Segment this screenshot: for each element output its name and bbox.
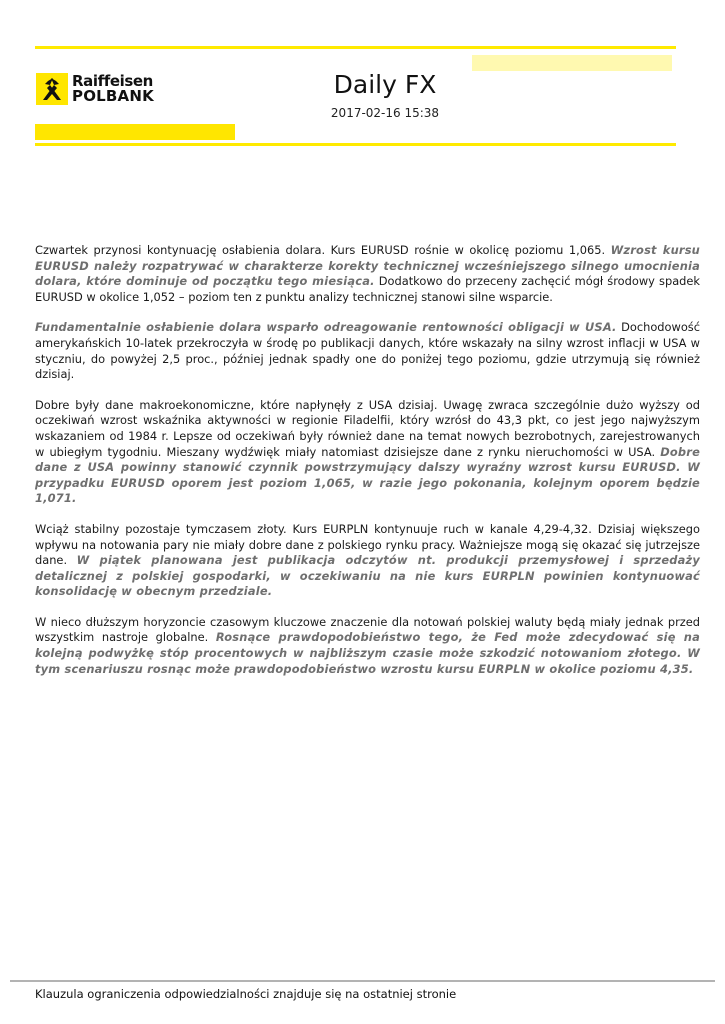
logo-line-polbank: POLBANK (72, 87, 154, 105)
bank-logo (36, 73, 154, 105)
highlighted-text: Dobre dane z USA powinny stanowić czynnik powstrzymujący dalszy wyraźny wzrost kursu EURUSD. W przypadku EURUSD oporem jest poziom 1,065, w razie jego pokonania, kolejnym oporem będzie 1,071. (35, 444, 700, 506)
body-text: Dochodowość amerykańskich 10-latek przekroczyła w środę po publikacji danych, które wskazały na silny wzrost inflacji w USA w styczniu, do powyżej 2,5 proc., później jednak spadły one do poniżej tego poziomu, gdzie utrzymują się również dzisiaj. (35, 320, 700, 382)
article-paragraph (35, 398, 700, 507)
header-bottom-rule (35, 143, 676, 146)
raiffeisen-logo-icon (36, 73, 68, 105)
article-body (35, 243, 700, 692)
body-text: W nieco dłuższym horyzoncie czasowym kluczowe znaczenie dla notowań polskiej waluty będą miały jednak przed wszystkim nastroje globalne. (35, 614, 700, 645)
footer-disclaimer: Klauzula ograniczenia odpowiedzialności znajduje się na ostatniej stronie (35, 987, 457, 1001)
article-paragraph (35, 615, 700, 677)
report-datetime: 2017-02-16 15:38 (330, 106, 440, 120)
header-top-rule (35, 46, 676, 49)
body-text: Dodatkowo do przeceny zachęcić mógł środowy spadek EURUSD w okolice 1,052 – poziom ten z punktu analizy technicznej stanowi silne wsparcie. (35, 274, 701, 304)
body-text: Czwartek przynosi kontynuację osłabienia dolara. Kurs EURUSD rośnie w okolicę poziomu 1,065. (35, 243, 611, 257)
body-text: Dobre były dane makroekonomiczne, które napłynęły z USA dzisiaj. Uwagę zwraca szczególnie dużo wyższy od oczekiwań wzrost wskaźnika aktywności w regionie Filadelfii, który wzrósł do 43,3 pkt, co jest jego najwyższym wskazaniem od 1984 r. Lepsze od oczekiwań były również dane na temat nowych bezrobotnych, zarejestrowanych w ubiegłym tygodniu. Mieszany wydźwięk miały natomiast dzisiejsze dane z rynku nieruchomości w USA. (35, 397, 700, 459)
article-paragraph (35, 522, 700, 600)
body-text: Wciąż stabilny pozostaje tymczasem złoty. Kurs EURPLN kontynuuje ruch w kanale 4,29-4,32. Dzisiaj większego wpływu na notowania pary nie miały dobre dane z polskiego rynku pracy. Ważniejsze mogą się okazać się jutrzejsze dane. (35, 521, 700, 568)
highlighted-text: Rosnące prawdopodobieństwo tego, że Fed może zdecydować się na kolejną podwyżkę stóp procentowych w najbliższym czasie może szkodzić notowaniom złotego. W tym scenariuszu rosnąc może prawdopodobieństwo wzrostu kursu EURPLN w okolice poziomu 4,35. (35, 630, 700, 676)
highlighted-text: Wzrost kursu EURUSD należy rozpatrywać w charakterze korekty technicznej wcześniejszego silnego umocnienia dolara, które dominuje od początku tego miesiąca. (35, 243, 700, 289)
highlighted-text: Fundamentalnie osłabienie dolara wsparło odreagowanie rentowności obligacji w USA. (35, 320, 617, 335)
article-paragraph (35, 320, 700, 382)
logo-wordmark (72, 74, 154, 104)
logo-line-raiffeisen: Raiffeisen (72, 72, 153, 90)
page-title: Daily FX (333, 70, 437, 99)
header-accent-block-right (472, 55, 672, 71)
footer-rule (10, 980, 715, 982)
highlighted-text: W piątek planowana jest publikacja odczytów nt. produkcji przemysłowej i sprzedaży detalicznej z polskiej gospodarki, w oczekiwaniu na nie kurs EURPLN powinien kontynuować konsolidację w obecnym przedziale. (35, 553, 700, 599)
article-paragraph (35, 243, 700, 305)
header-accent-block-left (35, 124, 235, 140)
